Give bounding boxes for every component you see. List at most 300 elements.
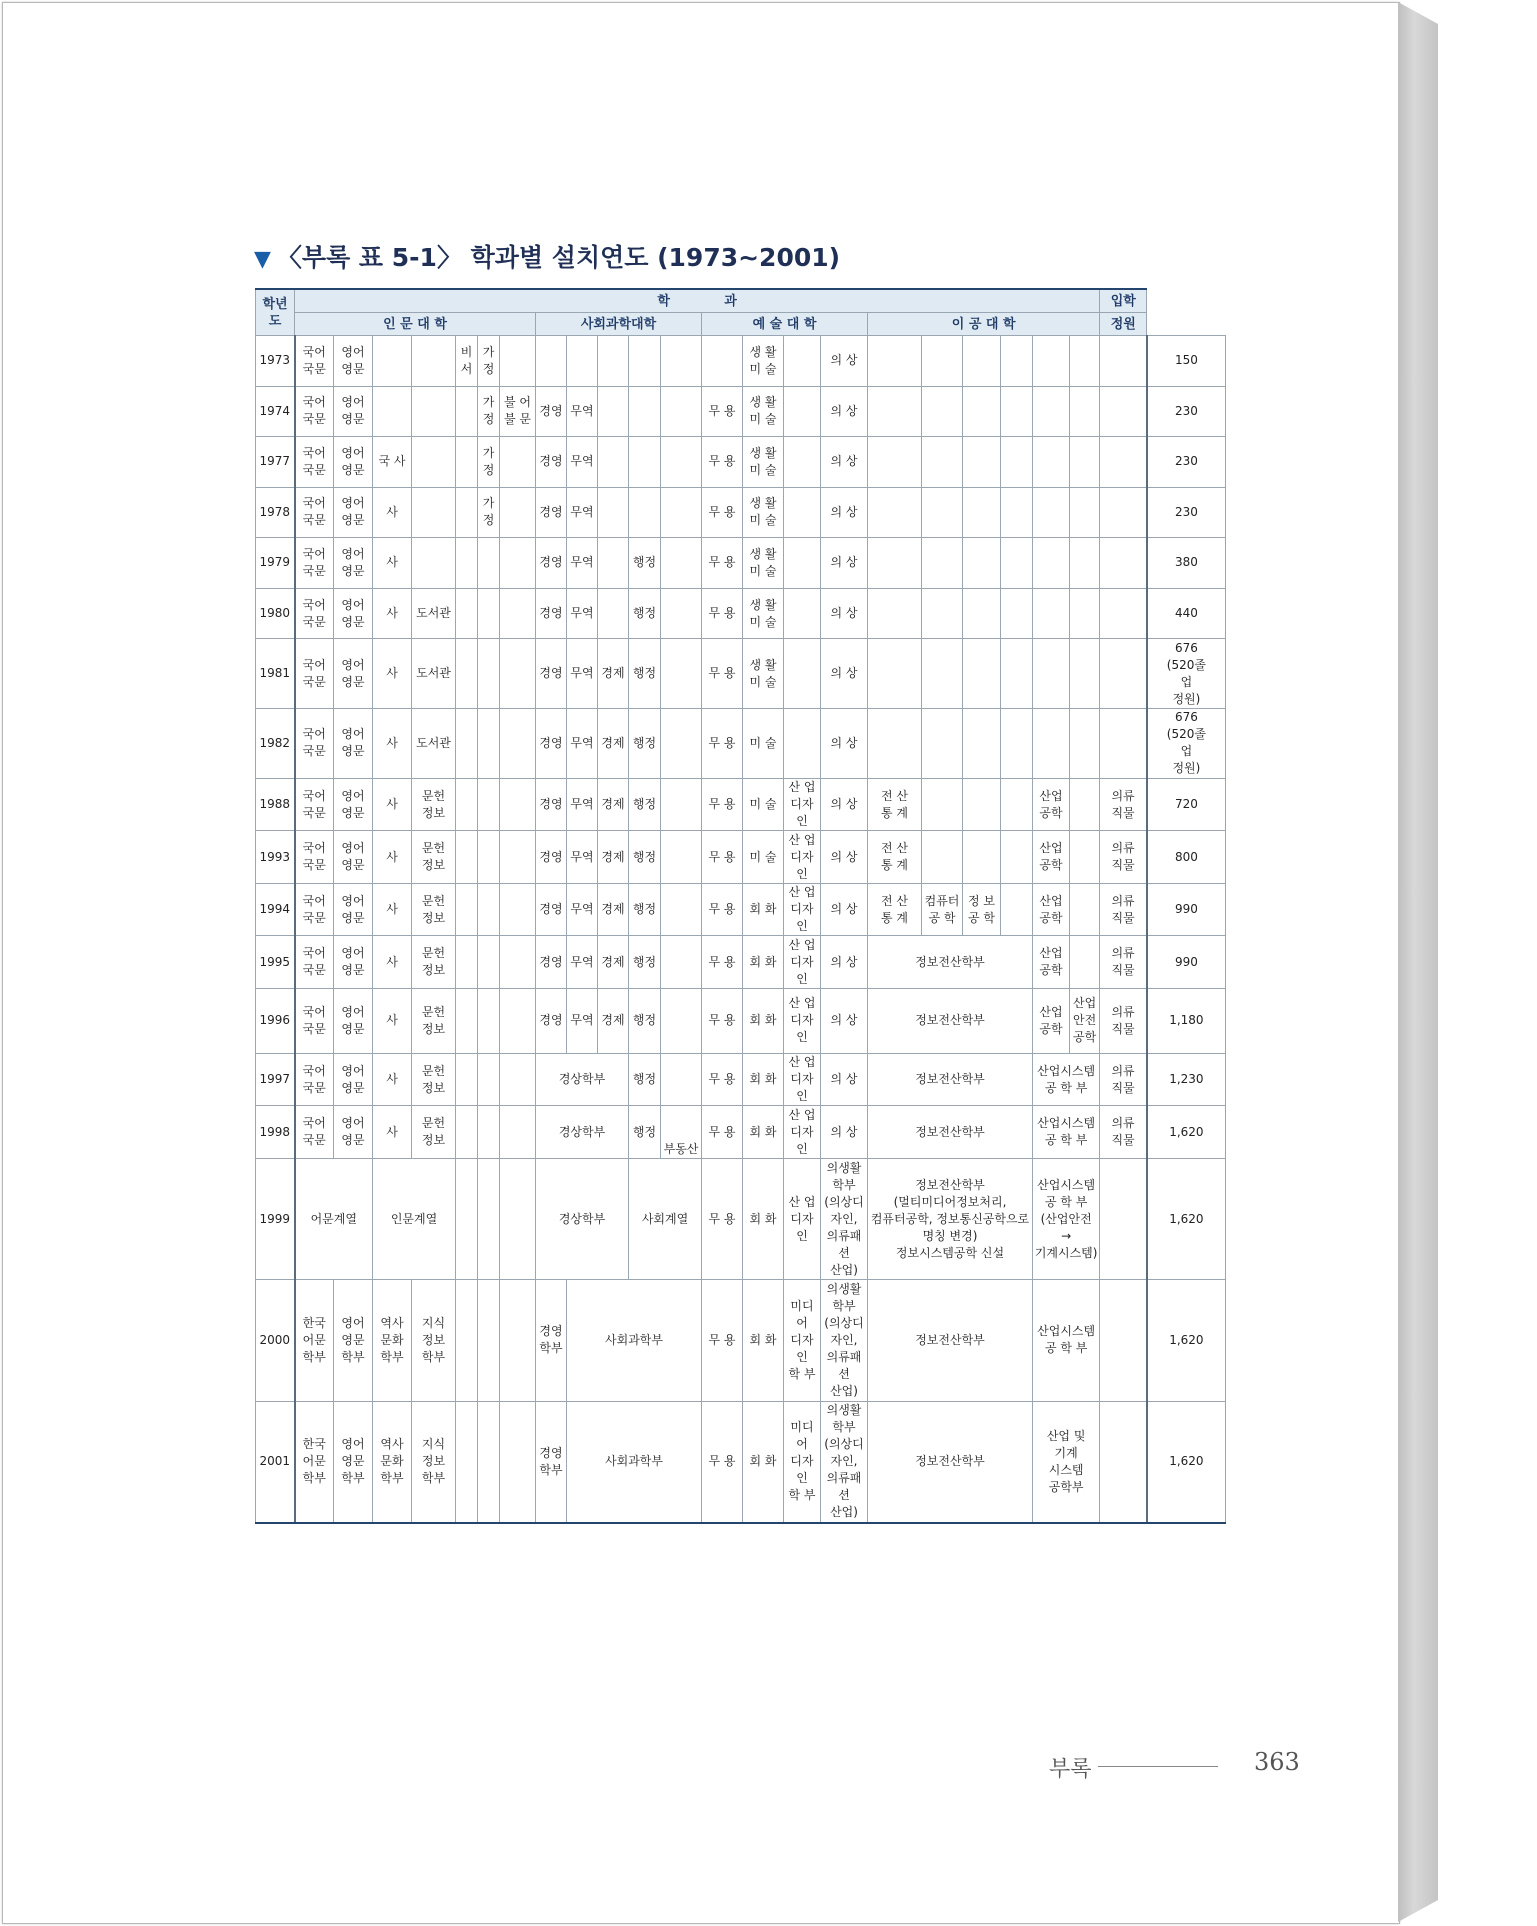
cell-text: 국 사	[378, 454, 406, 469]
cell-text: 미디어 디자인 학 부	[788, 1420, 816, 1503]
cell-text: 경영	[539, 797, 563, 812]
table-cell	[456, 778, 478, 831]
table-cell	[629, 1106, 661, 1159]
table-cell	[702, 831, 743, 884]
footer-label: 부록	[1049, 1757, 1092, 1782]
table-cell	[1001, 487, 1033, 538]
cell-text: 산 업 디자인	[788, 1107, 816, 1156]
cell-text: 무 용	[708, 454, 736, 469]
table-cell	[661, 487, 702, 538]
cell-text: 경영	[539, 454, 563, 469]
table-cell	[295, 989, 334, 1054]
table-cell	[922, 336, 963, 387]
table-row	[256, 639, 1226, 709]
cell-text: 행정	[632, 606, 657, 620]
table-cell	[295, 1280, 334, 1401]
cell-text: 의 상	[830, 849, 858, 864]
table-cell	[1033, 989, 1070, 1054]
cell-text: 정보전산학부	[915, 954, 985, 969]
table-cell	[702, 588, 743, 639]
cell-text: 회 화	[749, 1124, 777, 1139]
table-cell	[868, 437, 922, 488]
table-cell	[1100, 1106, 1147, 1159]
table-cell	[500, 778, 536, 831]
table-row	[256, 336, 1226, 387]
table-cell	[478, 989, 500, 1054]
table-cell	[1100, 386, 1147, 437]
table-cell	[702, 1106, 743, 1159]
table-row	[256, 989, 1226, 1054]
table-cell	[784, 1401, 821, 1523]
table-cell	[412, 831, 456, 884]
cell-text: 1,620	[1169, 1332, 1204, 1347]
table-cell	[1070, 437, 1100, 488]
table-cell	[412, 588, 456, 639]
cell-text: 1995	[259, 954, 291, 969]
table-cell	[702, 709, 743, 779]
table-cell	[784, 831, 821, 884]
table-cell	[661, 588, 702, 639]
table-cell	[598, 639, 629, 709]
cell-text: 국어 국문	[302, 1063, 326, 1095]
table-cell	[478, 936, 500, 989]
table-cell	[1100, 831, 1147, 884]
cell-text: 산업 및 기계 시스템 공학부	[1046, 1428, 1086, 1494]
cell-text: 의 상	[830, 353, 858, 368]
table-cell	[629, 588, 661, 639]
cell-text: 사	[386, 555, 398, 570]
table-cell	[567, 538, 598, 589]
cell-text: 정보전산학부	[915, 1454, 985, 1469]
table-cell	[412, 538, 456, 589]
table-cell	[868, 487, 922, 538]
table-cell	[1100, 709, 1147, 779]
table-cell	[1100, 778, 1147, 831]
table-cell	[412, 883, 456, 936]
cell-text: 영어 영문	[341, 727, 365, 759]
table-cell	[478, 386, 500, 437]
cell-text: 문헌 정보	[421, 1116, 446, 1148]
cell-text: 국어 국문	[302, 1116, 326, 1148]
table-cell	[295, 1401, 334, 1523]
table-cell	[1070, 639, 1100, 709]
table-cell	[702, 1401, 743, 1523]
cell-text: 정보전산학부	[915, 1072, 985, 1087]
table-cell	[478, 538, 500, 589]
table-cell	[784, 709, 821, 779]
cell-text: 문헌 정보	[421, 841, 446, 873]
cell-text: 경영	[539, 504, 563, 519]
cell-text: 영어 영문	[341, 496, 365, 528]
table-cell	[478, 1106, 500, 1159]
table-cell	[478, 639, 500, 709]
table-cell	[500, 487, 536, 538]
table-cell	[536, 936, 567, 989]
table-cell	[334, 709, 373, 779]
cell-text: 1993	[259, 849, 291, 864]
table-cell	[1033, 883, 1070, 936]
cell-text: 산업 공학	[1039, 946, 1063, 978]
table-cell	[868, 778, 922, 831]
table-cell	[629, 639, 661, 709]
table-cell	[743, 1158, 784, 1279]
cell-text: 국어 국문	[302, 946, 326, 978]
cell-text: 무역	[570, 735, 594, 750]
cell-text: 전 산 통 계	[881, 841, 908, 873]
cell-text: 국어 국문	[302, 788, 326, 820]
cell-text: 행정	[632, 1072, 657, 1087]
table-cell	[702, 336, 743, 387]
table-cell	[702, 1053, 743, 1106]
table-cell	[1100, 639, 1147, 709]
cell-text: 가 정	[482, 344, 495, 376]
table-cell	[821, 778, 868, 831]
table-cell	[821, 386, 868, 437]
table-cell	[500, 936, 536, 989]
table-cell	[629, 487, 661, 538]
cell-text: 정 보 공 학	[968, 893, 995, 925]
table-cell	[702, 1280, 743, 1401]
cell-text: 1974	[259, 403, 291, 418]
cell-text: 사	[386, 735, 398, 750]
table-cell	[1100, 883, 1147, 936]
cell-text: 행정	[632, 954, 657, 969]
table-cell	[1033, 709, 1070, 779]
page-edge	[1398, 2, 1438, 1922]
cell-text: 국어 국문	[302, 395, 326, 427]
cell-text: 의류 직물	[1111, 1116, 1135, 1148]
table-cell	[373, 487, 412, 538]
cell-text: 경영	[539, 606, 563, 620]
table-cell	[821, 437, 868, 488]
table-cell	[295, 778, 334, 831]
table-cell	[821, 639, 868, 709]
cell-text: 무 용	[708, 1013, 736, 1028]
table-cell	[922, 386, 963, 437]
table-cell	[373, 1280, 412, 1401]
cell-text: 무역	[570, 954, 594, 969]
cell-text: 의류 직물	[1111, 841, 1135, 873]
cell-text: 사	[386, 606, 398, 620]
table-cell	[868, 588, 922, 639]
cell-text: 도서관	[416, 606, 451, 620]
table-cell	[702, 936, 743, 989]
table-cell	[536, 831, 567, 884]
cell-text: 사	[386, 954, 398, 969]
header-dept: 학 과	[295, 289, 1100, 313]
table-cell	[1001, 883, 1033, 936]
table-row	[256, 1280, 1226, 1401]
header-capacity-1: 입학	[1100, 289, 1147, 313]
table-cell	[1100, 989, 1147, 1054]
cell-text: 230	[1174, 504, 1198, 519]
cell-text: 문헌 정보	[421, 1004, 446, 1036]
table-cell	[629, 386, 661, 437]
cell-text: 사	[386, 1124, 398, 1139]
table-cell	[784, 639, 821, 709]
cell-text: 영어 영문	[341, 946, 365, 978]
table-cell	[567, 437, 598, 488]
table-cell	[456, 1158, 478, 1279]
table-cell	[295, 588, 334, 639]
table-cell	[1033, 1280, 1100, 1401]
table-cell	[412, 437, 456, 488]
cell-text: 산업 공학	[1039, 1004, 1063, 1036]
table-row	[256, 538, 1226, 589]
table-cell	[1033, 831, 1070, 884]
table-cell	[478, 1280, 500, 1401]
table-cell	[821, 1401, 868, 1523]
table-cell	[256, 709, 295, 779]
table-cell	[868, 1280, 1033, 1401]
table-cell	[598, 487, 629, 538]
department-table	[255, 288, 1226, 1524]
cell-text: 산 업 디자인	[788, 885, 816, 934]
cell-text: 경제	[601, 666, 625, 681]
table-row	[256, 778, 1226, 831]
table-cell	[295, 538, 334, 589]
table-cell	[743, 831, 784, 884]
table-cell	[1033, 1106, 1100, 1159]
table-cell	[567, 989, 598, 1054]
table-cell	[743, 437, 784, 488]
table-cell	[629, 336, 661, 387]
cell-text: 사회계열	[641, 1211, 689, 1226]
cell-text: 국어 국문	[302, 727, 326, 759]
table-cell	[334, 437, 373, 488]
table-cell	[1033, 437, 1070, 488]
table-cell	[478, 588, 500, 639]
cell-text: 800	[1174, 849, 1198, 864]
cell-text: 영어 영문	[341, 597, 365, 629]
table-cell	[373, 883, 412, 936]
table-row	[256, 709, 1226, 779]
table-cell	[743, 709, 784, 779]
cell-text: 경영	[539, 555, 563, 570]
table-cell	[256, 1280, 295, 1401]
table-cell	[373, 709, 412, 779]
cell-text: 생 활 미 술	[749, 597, 777, 629]
cell-text: 경제	[601, 797, 625, 812]
cell-text: 무 용	[708, 902, 736, 917]
cell-text: 미 술	[749, 849, 777, 864]
table-cell	[334, 1401, 373, 1523]
cell-text: 회 화	[749, 1454, 777, 1469]
cell-text: 영어 영문	[341, 841, 365, 873]
table-cell	[295, 386, 334, 437]
cell-text: 영어 영문	[341, 657, 365, 689]
table-cell	[1001, 831, 1033, 884]
table-cell	[536, 336, 567, 387]
table-cell	[456, 989, 478, 1054]
cell-text: 생 활 미 술	[749, 546, 777, 578]
cell-text: 경상학부	[558, 1211, 606, 1226]
table-cell	[784, 1158, 821, 1279]
table-cell	[334, 883, 373, 936]
cell-text: 990	[1174, 954, 1198, 969]
cell-text: 회 화	[749, 1072, 777, 1087]
table-cell	[295, 487, 334, 538]
cell-text: 무역	[570, 403, 594, 418]
table-cell	[456, 936, 478, 989]
table-cell	[536, 883, 567, 936]
cell-text: 경영	[539, 403, 563, 418]
table-cell	[784, 883, 821, 936]
table-cell	[567, 709, 598, 779]
table-cell	[702, 487, 743, 538]
cell-text: 문헌 정보	[421, 893, 446, 925]
table-cell	[1033, 1401, 1100, 1523]
table-row	[256, 487, 1226, 538]
table-row	[256, 1158, 1226, 1279]
cell-text: 회 화	[749, 902, 777, 917]
cell-text: 산업 공학	[1039, 788, 1063, 820]
table-cell	[598, 336, 629, 387]
cell-text: 의 상	[830, 666, 858, 681]
cell-text: 의 상	[830, 606, 858, 620]
table-cell	[478, 1158, 500, 1279]
table-cell	[295, 883, 334, 936]
table-cell	[1001, 538, 1033, 589]
cell-text: 사	[386, 902, 398, 917]
cell-text: 영어 영문	[341, 788, 365, 820]
cell-text: 산업시스템 공 학 부	[1037, 1063, 1096, 1095]
cell-text: 의류 직물	[1111, 1063, 1135, 1095]
table-cell	[821, 831, 868, 884]
table-cell	[661, 386, 702, 437]
table-cell	[478, 1401, 500, 1523]
table-cell	[1001, 437, 1033, 488]
table-cell	[661, 936, 702, 989]
table-cell	[661, 437, 702, 488]
table-cell	[373, 778, 412, 831]
table-cell	[500, 538, 536, 589]
cell-text: 산 업 디자인	[788, 780, 816, 829]
table-cell	[598, 588, 629, 639]
table-cell	[256, 639, 295, 709]
cell-text: 1997	[259, 1072, 291, 1087]
table-cell	[1147, 487, 1226, 538]
cell-text: 행정	[632, 902, 657, 917]
cell-text: 영어 영문	[341, 546, 365, 578]
cell-text: 생 활 미 술	[749, 344, 777, 376]
table-cell	[661, 778, 702, 831]
cell-text: 무역	[570, 555, 594, 570]
table-cell	[256, 936, 295, 989]
header-social: 사회과학대학	[536, 313, 702, 336]
cell-text: 국어 국문	[302, 1004, 326, 1036]
table-cell	[702, 386, 743, 437]
table-cell	[478, 778, 500, 831]
table-cell	[784, 437, 821, 488]
table-cell	[334, 538, 373, 589]
cell-text: 의류 직물	[1111, 893, 1135, 925]
table-cell	[256, 437, 295, 488]
table-cell	[743, 989, 784, 1054]
table-cell	[334, 639, 373, 709]
cell-text: 230	[1174, 403, 1198, 418]
table-cell	[500, 883, 536, 936]
table-cell	[567, 883, 598, 936]
table-cell	[412, 778, 456, 831]
cell-text: 영어 영문	[341, 395, 365, 427]
table-cell	[1001, 778, 1033, 831]
cell-text: 의 상	[830, 1072, 858, 1087]
cell-text: 영어 영문	[341, 445, 365, 477]
table-cell	[629, 1053, 661, 1106]
table-cell	[256, 883, 295, 936]
table-cell	[1147, 831, 1226, 884]
cell-text: 2000	[259, 1332, 291, 1347]
table-cell	[1147, 1106, 1226, 1159]
table-cell	[536, 1401, 567, 1523]
cell-text: 의 상	[830, 555, 858, 570]
table-cell	[629, 709, 661, 779]
table-cell	[661, 1053, 702, 1106]
cell-text: 1981	[259, 666, 291, 681]
table-cell	[1147, 538, 1226, 589]
table-cell	[412, 639, 456, 709]
cell-text: 의 상	[830, 504, 858, 519]
table-cell	[456, 487, 478, 538]
table-cell	[256, 831, 295, 884]
table-cell	[536, 1158, 629, 1279]
table-cell	[743, 386, 784, 437]
cell-text: 국어 국문	[302, 841, 326, 873]
table-cell	[500, 386, 536, 437]
cell-text: 생 활 미 술	[749, 395, 777, 427]
table-cell	[567, 487, 598, 538]
cell-text: 생 활 미 술	[749, 445, 777, 477]
table-cell	[1033, 936, 1070, 989]
table-cell	[661, 831, 702, 884]
table-cell	[702, 883, 743, 936]
table-cell	[567, 936, 598, 989]
table-cell	[868, 709, 922, 779]
cell-text: 사	[386, 504, 398, 519]
table-cell	[456, 639, 478, 709]
cell-text: 사회과학부	[605, 1332, 663, 1347]
table-cell	[536, 386, 567, 437]
cell-text: 의생활학부 (의상디자인, 의류패션 산업)	[824, 1281, 864, 1398]
cell-text: 1994	[259, 902, 291, 917]
cell-text: 산 업 디자인	[788, 832, 816, 881]
table-cell	[412, 1401, 456, 1523]
table-cell	[456, 1280, 478, 1401]
cell-text: 미디어 디자인 학 부	[788, 1298, 816, 1381]
cell-text: 무역	[570, 666, 594, 681]
cell-text: 의생활학부 (의상디자인, 의류패션 산업)	[824, 1403, 864, 1520]
table-row	[256, 588, 1226, 639]
table-cell	[743, 1280, 784, 1401]
table-cell	[478, 336, 500, 387]
table-cell	[295, 936, 334, 989]
cell-text: 무역	[570, 902, 594, 917]
table-cell	[868, 336, 922, 387]
cell-text: 무 용	[708, 735, 736, 750]
table-cell	[567, 1401, 702, 1523]
cell-text: 경영	[539, 902, 563, 917]
cell-text: 의류 직물	[1111, 1004, 1135, 1036]
cell-text: 무역	[570, 797, 594, 812]
table-cell	[1070, 386, 1100, 437]
table-cell	[334, 336, 373, 387]
cell-text: 가 정	[482, 395, 495, 427]
table-cell	[743, 1106, 784, 1159]
cell-text: 지식 정보 학부	[421, 1437, 446, 1486]
table-cell	[868, 1401, 1033, 1523]
table-cell	[868, 883, 922, 936]
